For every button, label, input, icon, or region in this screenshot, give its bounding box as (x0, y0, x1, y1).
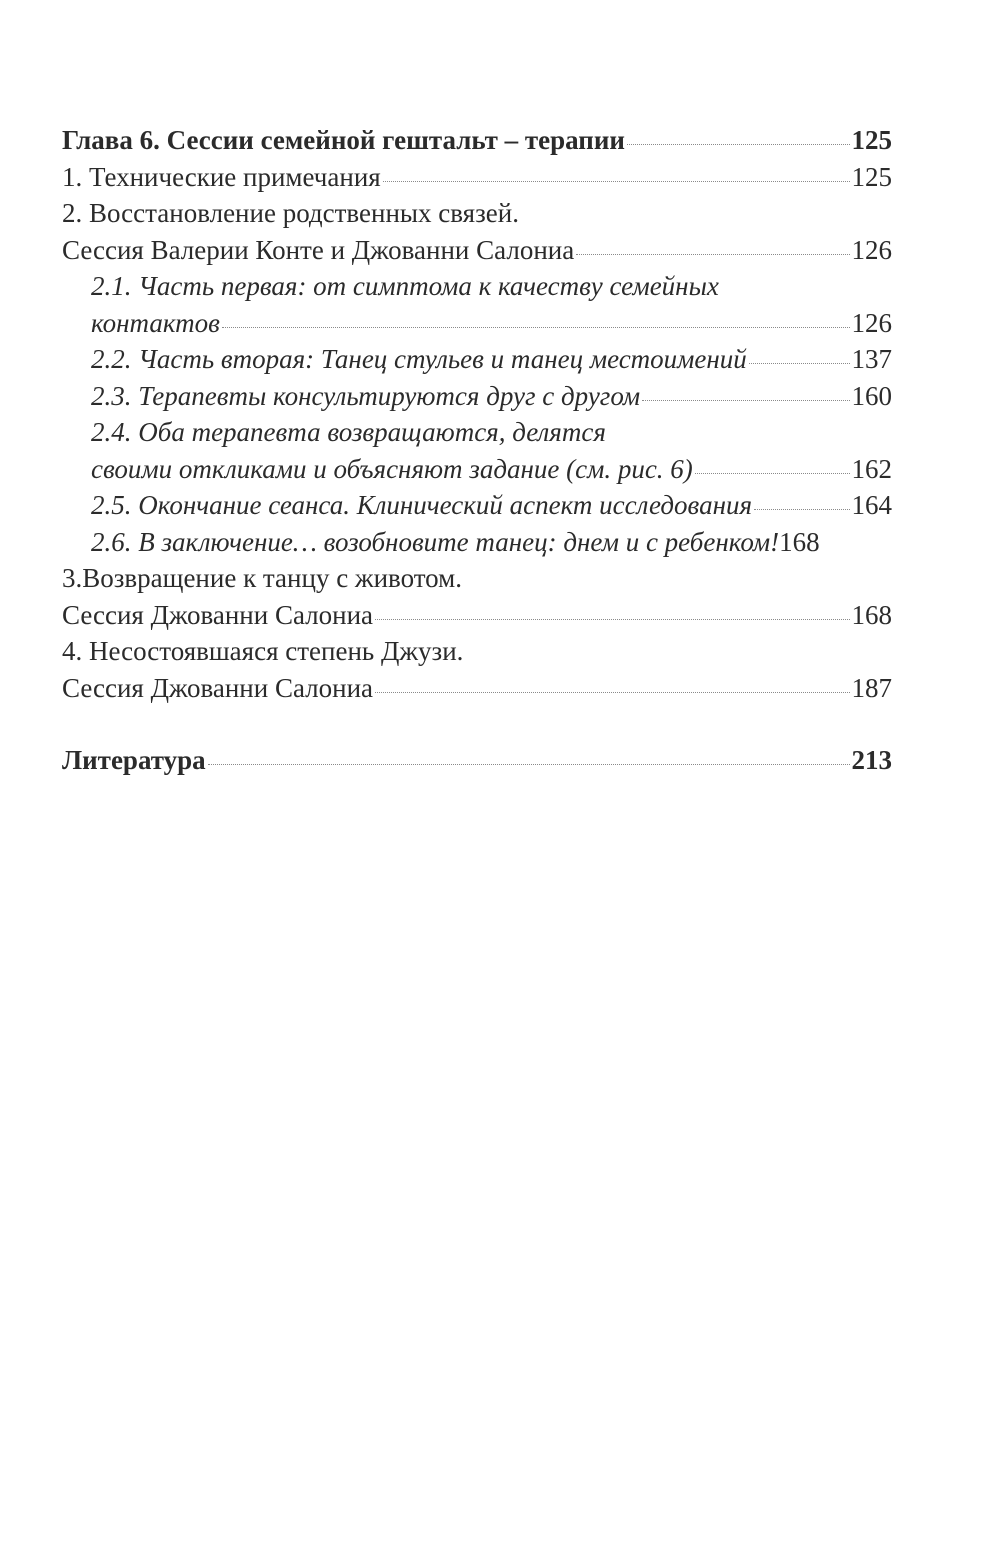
toc-entry-3-line-2[interactable] (62, 597, 892, 634)
toc-entry-2-5[interactable] (62, 487, 892, 524)
dot-leader (627, 144, 850, 145)
toc-entry-2-1-line-2[interactable] (62, 305, 892, 342)
dot-leader (576, 254, 849, 255)
toc-entry-4-line-1[interactable] (62, 633, 892, 670)
toc-page-number: 137 (851, 344, 892, 374)
toc-entry-title: 2. Восстановление родственных связей. (62, 198, 519, 228)
table-of-contents (62, 122, 892, 779)
toc-entry-title: Сессия Джованни Салониа (62, 599, 374, 630)
dot-leader (222, 327, 850, 328)
toc-entry-title: 3.Возвращение к танцу с животом. (62, 563, 463, 593)
toc-entry-1[interactable] (62, 159, 892, 196)
toc-page-number: 168 (851, 599, 892, 630)
dot-leader (208, 764, 850, 765)
toc-page-number: 126 (851, 307, 892, 338)
toc-page-number: 187 (851, 672, 892, 703)
toc-entry-title: 2.3. Терапевты консультируются друг с другом (91, 380, 641, 411)
toc-entry-2-6[interactable] (62, 524, 892, 561)
toc-page-number: 125 (851, 161, 892, 192)
toc-entry-title: 2.5. Окончание сеанса. Клинический аспект исследования (91, 490, 753, 520)
toc-entry-title: своими откликами и объясняют задание (см. рис. 6) (91, 453, 693, 484)
dot-leader (749, 363, 850, 364)
toc-entry-2-2[interactable] (62, 341, 892, 378)
toc-entry-2-4-line-1[interactable] (62, 414, 892, 451)
toc-entry-2-line-2[interactable] (62, 232, 892, 269)
toc-page-number: 125 (851, 125, 892, 155)
dot-leader (695, 473, 850, 474)
toc-page-number: 126 (851, 234, 892, 265)
dot-leader (375, 692, 849, 693)
toc-entry-title: Глава 6. Сессии семейной гештальт – терапии (62, 125, 625, 155)
toc-entry-2-line-1[interactable] (62, 195, 892, 232)
toc-entry-title: 4. Несостоявшаяся степень Джузи. (62, 636, 464, 666)
toc-entry-2-4-line-2[interactable] (62, 451, 892, 488)
dot-leader (375, 619, 849, 620)
toc-entry-title: 2.2. Часть вторая: Танец стульев и танец местоимений (91, 344, 747, 374)
toc-entry-title: Сессия Валерии Конте и Джованни Салониа (62, 234, 575, 265)
toc-entry-2-3[interactable] (62, 378, 892, 415)
dot-leader (383, 181, 850, 182)
toc-entry-title: 1. Технические примечания (62, 161, 381, 192)
toc-entry-4-line-2[interactable] (62, 670, 892, 707)
toc-page-number: 168 (779, 526, 820, 557)
section-gap (62, 706, 892, 742)
toc-entry-title: 2.6. В заключение… возобновите танец: днем и с ребенком! (91, 526, 780, 557)
toc-page-number: 160 (851, 380, 892, 411)
toc-page-number: 164 (851, 490, 892, 520)
toc-entry-title: контактов (91, 307, 220, 338)
toc-page-number: 213 (851, 745, 892, 775)
toc-entry-title: Сессия Джованни Салониа (62, 672, 374, 703)
toc-chapter-6[interactable] (62, 122, 892, 159)
dot-leader (754, 509, 849, 510)
toc-entry-3-line-1[interactable] (62, 560, 892, 597)
toc-entry-title: Литература (62, 745, 206, 775)
toc-entry-title: 2.4. Оба терапевта возвращаются, делятся (91, 417, 606, 447)
toc-entry-title: 2.1. Часть первая: от симптома к качеству семейных (91, 271, 719, 301)
toc-references[interactable] (62, 742, 892, 779)
toc-page-number: 162 (851, 453, 892, 484)
toc-entry-2-1-line-1[interactable] (62, 268, 892, 305)
dot-leader (642, 400, 849, 401)
